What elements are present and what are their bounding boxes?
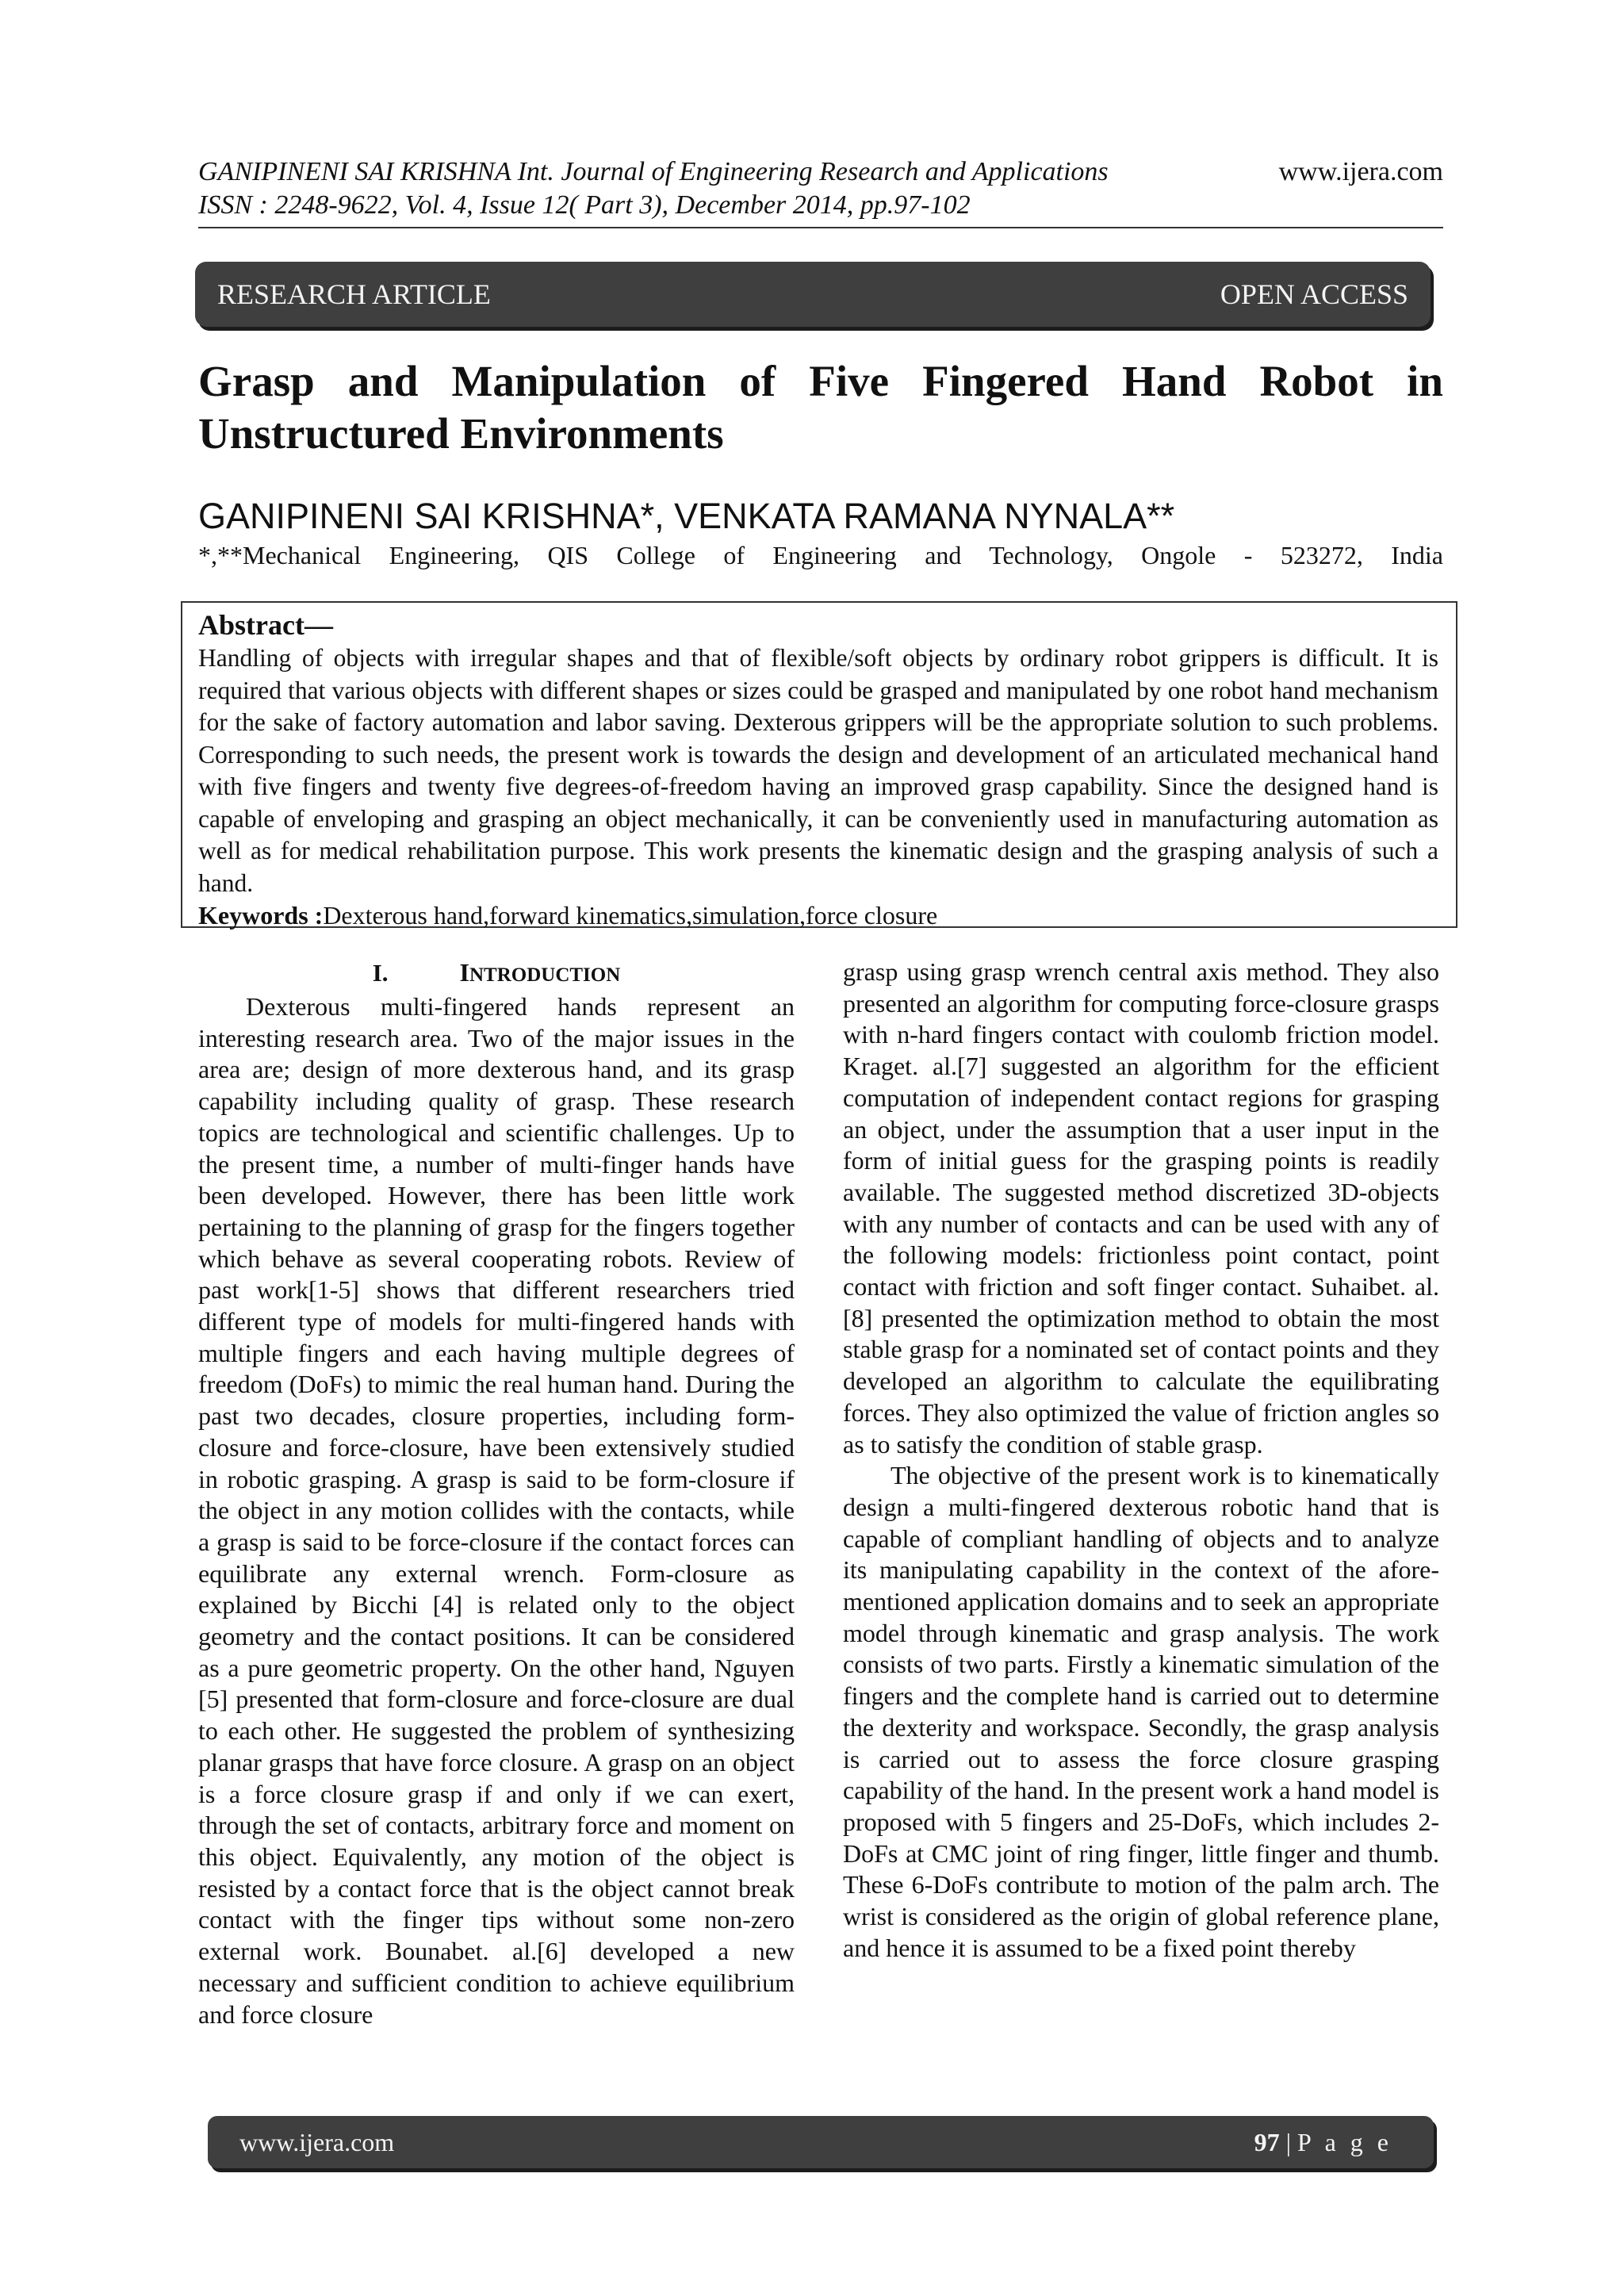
abstract-box — [181, 601, 1457, 928]
keywords-list: Dexterous hand,forward kinematics,simulation,force closure — [323, 901, 938, 930]
header-rule — [198, 227, 1443, 228]
author-list: GANIPINENI SAI KRISHNA*, VENKATA RAMANA NYNALA** — [198, 496, 1175, 536]
page-indicator — [1254, 2128, 1392, 2157]
header-website: www.ijera.com — [1278, 157, 1443, 186]
section-heading-rest: NTRODUCTION — [469, 964, 621, 986]
page-number: 97 — [1254, 2127, 1280, 2156]
issue-line: ISSN : 2248-9622, Vol. 4, Issue 12( Part 3), December 2014, pp.97-102 — [198, 190, 971, 220]
right-column — [843, 956, 1439, 1964]
footer-website: www.ijera.com — [239, 2127, 395, 2156]
open-access-label: OPEN ACCESS — [1220, 278, 1408, 310]
abstract-heading: Abstract— — [198, 609, 333, 641]
page-footer — [208, 2116, 1434, 2168]
running-header — [198, 155, 1443, 222]
research-article-label: RESEARCH ARTICLE — [217, 278, 491, 310]
keywords — [198, 899, 1438, 931]
intro-paragraph-1: Dexterous multi-fingered hands represent an interesting research area. Two of the major issues in the area are; design of more dexterous hand, and its grasp capability including quality of grasp. These research topics are technological and scientific challenges. Up to the present time, a number of multi-finger hands have been developed. However, there has been little work pertaining to the planning of grasp for the fingers together which behave as several cooperating robots. Review of past work[1-5] shows that different researchers tried different type of models for multi-fingered hands with multiple fingers and each having multiple degrees of freedom (DoFs) to mimic the real human hand. During the past two decades, closure properties, including form-closure and force-closure, have been extensively studied in robotic grasping. A grasp is said to be form-closure if the object in any motion collides with the contacts, while a grasp is said to be force-closure if the contact forces can equilibrate any external wrench. Form-closure as explained by Bicchi [4] is related only to the object geometry and the contact positions. It can be considered as a pure geometric property. On the other hand, Nguyen [5] presented that form-closure and force-closure are dual to each other. He suggested the problem of synthesizing planar grasps that have force closure. A grasp on an object is a force closure grasp if and only if we can exert, through the set of contacts, arbitrary force and moment on this object. Equivalently, any motion of the object is resisted by a contact force that is the object cannot break contact with the finger tips without some non-zero external work. Bounabet. al.[6] developed a new necessary and sufficient condition to achieve equilibrium and force closure — [198, 992, 795, 2029]
abstract-body: Handling of objects with irregular shapes and that of flexible/soft objects by ordinary robot grippers is difficult. It is required that various objects with different shapes or sizes could be grasped and manipulated by one robot hand mechanism for the sake of factory automation and labor saving. Dexterous grippers will be the appropriate solution to such problems. Corresponding to such needs, the present work is towards the design and development of an articulated mechanical hand with five fingers and twenty five degrees-of-freedom having an improved grasp capability. Since the designed hand is capable of enveloping and grasping an object mechanically, it can be conveniently used in manufacturing automation as well as for medical rehabilitation purpose. This work presents the kinematic design and the grasping analysis of such a hand. — [198, 644, 1438, 897]
intro-paragraph-2: The objective of the present work is to kinematically design a multi-fingered dexterous robotic hand that is capable of compliant handling of objects and to analyze its manipulating capability in the context of the afore-mentioned application domains and to seek an appropriate model through kinematic and grasp analysis. The work consists of two parts. Firstly a kinematic simulation of the fingers and the complete hand is carried out to determine the dexterity and workspace. Secondly, the grasp analysis is carried out to assess the force closure grasping capability of the hand. In the present work a hand model is proposed with 5 fingers and 25-DoFs, which includes 2-DoFs at CMC joint of ring finger, little finger and thumb. These 6-DoFs contribute to motion of the palm arch. The wrist is considered as the origin of global reference plane, and hence it is assumed to be a fixed point thereby — [843, 1461, 1439, 1962]
affiliation: *,**Mechanical Engineering, QIS College of Engineering and Technology, Ongole - 523272, India — [198, 541, 1443, 569]
article-type-banner — [195, 262, 1431, 327]
page-separator: | — [1279, 2127, 1297, 2156]
keywords-label: Keywords : — [198, 901, 324, 930]
page-word: P a g e — [1297, 2127, 1392, 2156]
intro-paragraph-continued: grasp using grasp wrench central axis method. They also presented an algorithm for computing force-closure grasps with n-hard fingers contact with coulomb friction model. Kraget. al.[7] suggested an algorithm for the efficient computation of independent contact regions for grasping an object, under the assumption that a user input in the form of initial guess for the grasping points is readily available. The suggested method discretized 3D-objects with any number of contacts and can be used with any of the following models: frictionless point contact, point contact with friction and soft finger contact. Suhaibet. al.[8] presented the optimization method to obtain the most stable grasp for a nominated set of contact points and they developed an algorithm to calculate the equilibrating forces. They also optimized the value of friction angles so as to satisfy the condition of stable grasp. — [843, 957, 1439, 1458]
paper-title: Grasp and Manipulation of Five Fingered Hand Robot in Unstructured Environments — [198, 357, 1443, 458]
section-number: I. — [372, 959, 389, 987]
section-heading-introduction — [198, 956, 795, 991]
section-heading-initial: I — [459, 958, 469, 987]
journal-line: GANIPINENI SAI KRISHNA Int. Journal of Engineering Research and Applications — [198, 157, 1109, 186]
left-column — [198, 956, 795, 2030]
